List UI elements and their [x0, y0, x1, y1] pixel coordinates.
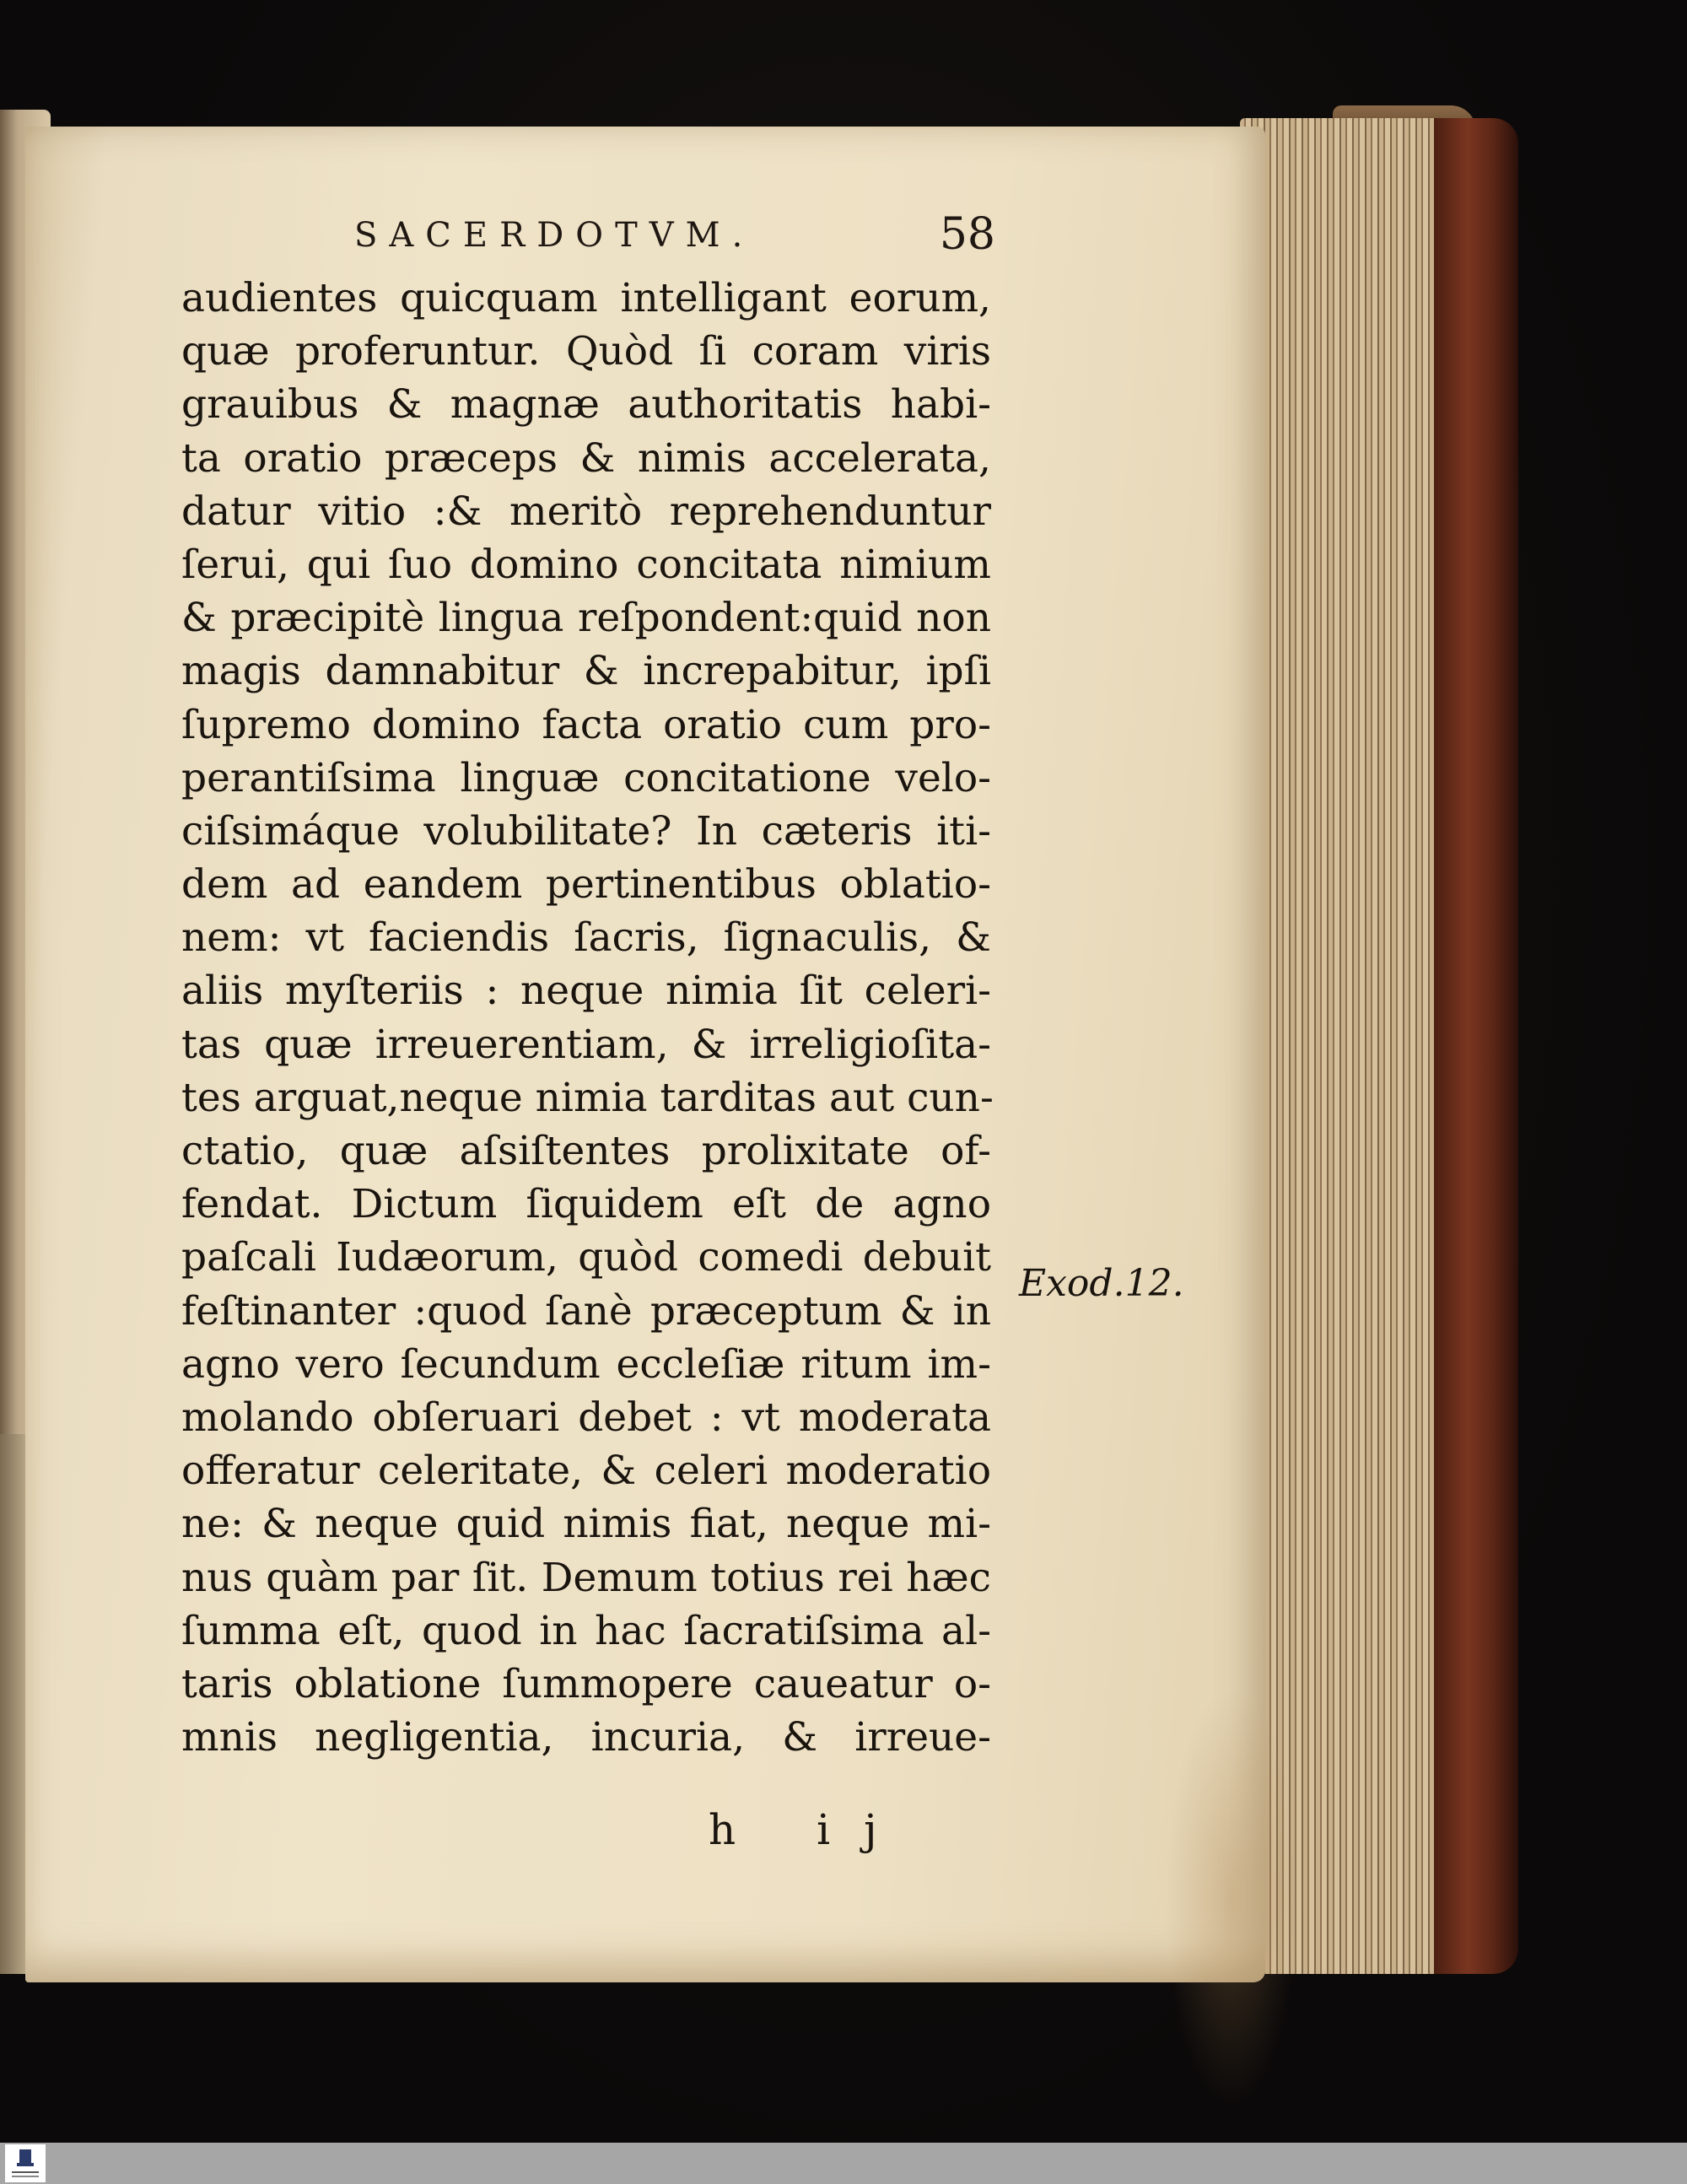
- text-line: nem: vt faciendis ſacris, ſignaculis, &: [181, 914, 991, 962]
- text-line: dem ad eandem pertinentibus oblatio-: [181, 861, 991, 909]
- text-line: nus quàm par ſit. Demum totius rei hæc: [181, 1554, 991, 1601]
- text-line: offeratur celeritate, & celeri moderatio: [181, 1448, 991, 1495]
- text-line: & præcipitè lingua reſpondent:quid non: [181, 595, 991, 642]
- text-line: molando obſeruari debet : vt moderata: [181, 1394, 991, 1441]
- text-line: ciſsimáque volubilitate? In cæteris iti-: [181, 807, 991, 855]
- signature-mark: h ij: [709, 1805, 911, 1854]
- text-line: tes arguat,neque nimia tarditas aut cun-: [181, 1074, 994, 1121]
- text-line: ſerui, qui ſuo domino concitata nimium: [181, 541, 991, 588]
- book-binding: [1434, 118, 1518, 1974]
- margin-note: Exod.12.: [1019, 1262, 1184, 1305]
- text-line: aliis myſteriis : neque nimia ſit celeri-: [181, 968, 991, 1015]
- text-line: ſumma eſt, quod in hac ſacratiſsima al-: [181, 1607, 991, 1654]
- text-line: feſtinanter :quod ſanè præceptum & in: [181, 1287, 991, 1335]
- text-line: tas quæ irreuerentiam, & irreligioſita-: [181, 1021, 991, 1068]
- text-line: perantiſsima linguæ concitatione velo-: [181, 754, 991, 801]
- body-text: [181, 272, 994, 1764]
- page-number: 58: [939, 209, 995, 260]
- running-head: SACERDOTVM.: [354, 216, 755, 255]
- text-line: agno vero ſecundum eccleſiæ ritum im-: [181, 1340, 991, 1388]
- page-stain: [1164, 1687, 1299, 2109]
- text-line: ne: & neque quid nimis fiat, neque mi-: [181, 1501, 991, 1548]
- text-line: ſupremo domino facta oratio cum pro-: [181, 701, 991, 748]
- text-line: fendat. Dictum ſiquidem eſt de agno: [181, 1181, 991, 1228]
- page-header: [354, 209, 995, 268]
- text-line: paſcali Iudæorum, quòd comedi debuit: [181, 1234, 991, 1281]
- viewer-footer-bar: [0, 2143, 1687, 2184]
- text-line: taris oblatione ſummopere caueatur o-: [181, 1660, 991, 1707]
- text-line: datur vitio :& meritò reprehenduntur: [181, 488, 991, 535]
- text-line: quæ proferuntur. Quòd ſi coram viris: [181, 328, 991, 375]
- text-line: grauibus & magnæ authoritatis habi-: [181, 381, 991, 429]
- text-line: ctatio, quæ aſsiſtentes prolixitate of-: [181, 1128, 991, 1174]
- text-line: audientes quicquam intelligant eorum,: [181, 275, 991, 321]
- library-logo-icon: [5, 2144, 46, 2182]
- text-line: magis damnabitur & increpabitur, ipſi: [181, 648, 991, 695]
- text-line: mnis negligentia, incuria, & irreue-: [181, 1714, 991, 1761]
- text-line: ta oratio præceps & nimis accelerata,: [181, 434, 991, 482]
